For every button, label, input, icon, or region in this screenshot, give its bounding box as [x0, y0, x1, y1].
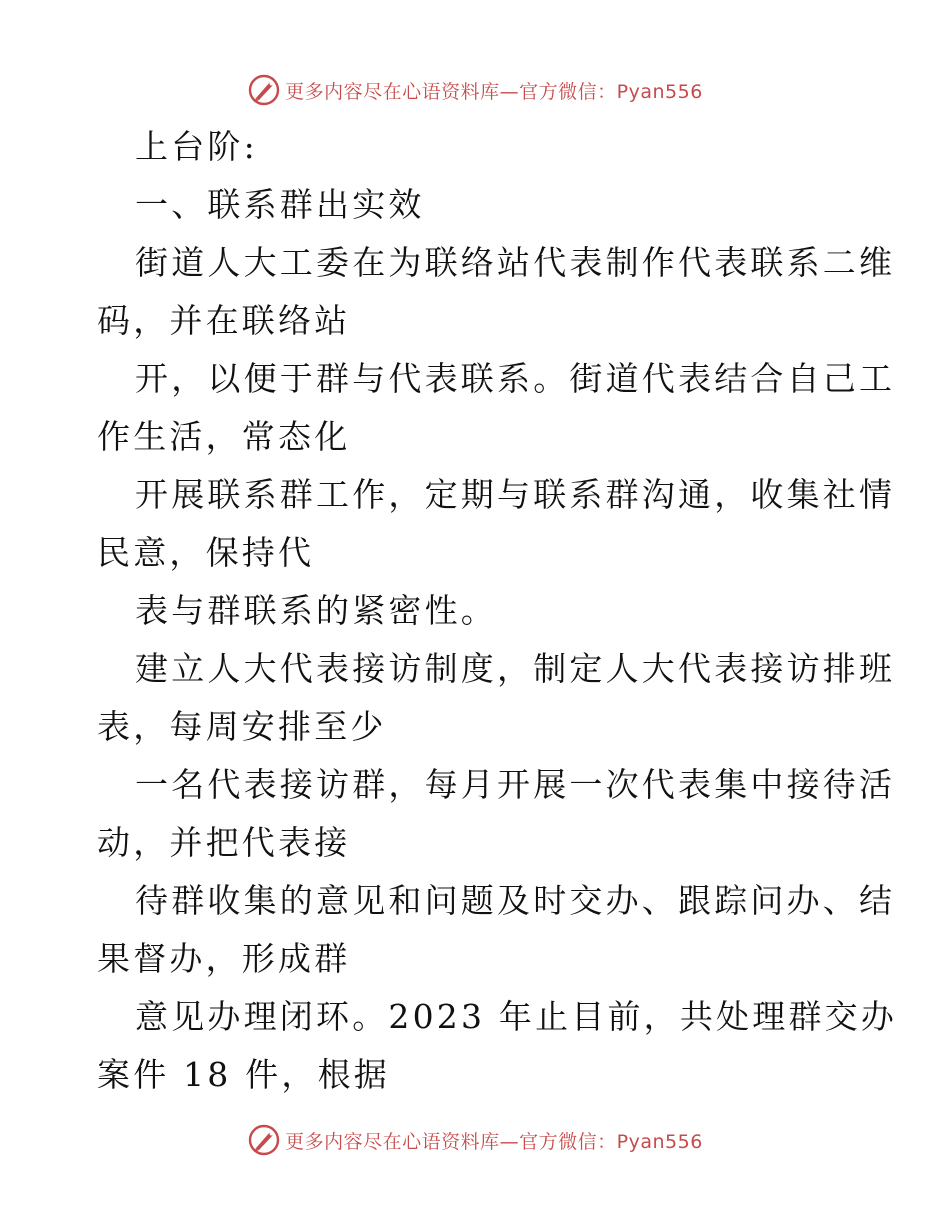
pen-seal-logo-icon: [247, 73, 281, 107]
body-line: 意见办理闭环。2023 年止目前，共处理群交办: [135, 997, 898, 1036]
body-line: 表与群联系的紧密性。: [135, 591, 497, 630]
pen-seal-logo-icon: [247, 1123, 281, 1157]
body-line: 一、联系群出实效: [135, 185, 425, 224]
body-line: 表，每周安排至少: [97, 707, 387, 746]
body-line: 作生活，常态化: [97, 417, 351, 456]
body-line: 案件 18 件，根据: [97, 1055, 390, 1094]
body-line: 建立人大代表接访制度，制定人大代表接访排班: [135, 649, 896, 688]
body-line: 待群收集的意见和问题及时交办、跟踪问办、结: [135, 881, 896, 920]
body-line: 动，并把代表接: [97, 823, 351, 862]
body-line: 一名代表接访群，每月开展一次代表集中接待活: [135, 765, 896, 804]
header-banner-text: 更多内容尽在心语资料库—官方微信：Pyan556: [285, 80, 703, 103]
body-line: 街道人大工委在为联络站代表制作代表联系二维: [135, 243, 896, 282]
body-line: 开，以便于群与代表联系。街道代表结合自己工: [135, 359, 896, 398]
footer-banner: [0, 1120, 950, 1160]
footer-banner-text: 更多内容尽在心语资料库—官方微信：Pyan556: [285, 1130, 703, 1153]
header-banner: [0, 70, 950, 110]
body-line: 民意，保持代: [97, 533, 315, 572]
body-line: 码，并在联络站: [97, 301, 351, 340]
body-line: 上台阶:: [135, 127, 258, 166]
body-line: 果督办，形成群: [97, 939, 351, 978]
body-line: 开展联系群工作，定期与联系群沟通，收集社情: [135, 475, 896, 514]
